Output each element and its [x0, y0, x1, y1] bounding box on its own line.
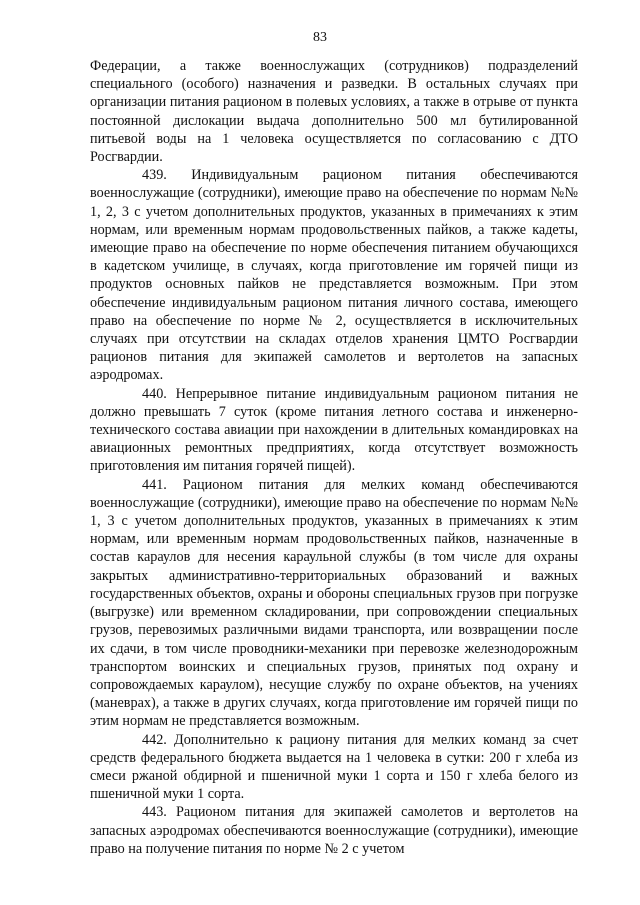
- paragraph-442: 442. Дополнительно к рациону питания для мелких команд за счет средств федерального бюджета выдается на 1 человека в сутки: 200 г хлеба из смеси ржаной обдирной и пшеничной муки 1 сорта и 150 г хлеба белого из пшеничной муки 1 сорта.: [90, 731, 578, 803]
- paragraph-441: 441. Рационом питания для мелких команд обеспечиваются военнослужащие (сотрудники), имеющие право на обеспечение по нормам №№ 1, 3 с учетом дополнительных продуктов, указанных в примечаниях к этим нормам, или временным нормам продовольственных пайков, назначенные в состав караулов для несения караульной службы (в том числе для охраны закрытых административно-территориальных образований и важных государственных объектов, охраны и обороны специальных грузов при погрузке (выгрузке) или временном складировании, при сопровождении специальных грузов, перевозимых различными видами транспорта, или возвращении после их сдачи, в том числе проводники-механики при перевозке железнодорожным транспортом воинских и специальных грузов, принятых под охрану и сопровождаемых караулом), несущие службу по охране объектов, на учениях (маневрах), а также в других случаях, когда приготовление им горячей пищи по этим нормам не представляется возможным.: [90, 476, 578, 730]
- paragraph-439: 439. Индивидуальным рационом питания обеспечиваются военнослужащие (сотрудники), имеющие право на обеспечение по нормам №№ 1, 2, 3 с учетом дополнительных продуктов, указанных в примечаниях к этим нормам, или временным нормам продовольственных пайков, а также кадеты, имеющие право на обеспечение по норме обеспечения питанием обучающихся в кадетском училище, в случаях, когда приготовление им горячей пищи из продуктов основных пайков не представляется возможным. При этом обеспечение индивидуальным рационом питания личного состава, имеющего право на обеспечение по норме № 2, осуществляется в исключительных случаях при отсутствии на складах отделов хранения ЦМТО Росгвардии рационов питания для экипажей самолетов и вертолетов на запасных аэродромах.: [90, 167, 578, 384]
- page-number: 83: [313, 30, 327, 45]
- paragraph-443: 443. Рационом питания для экипажей самолетов и вертолетов на запасных аэродромах обеспечиваются военнослужащие (сотрудники), имеющие право на получение питания по норме № 2 с учетом: [90, 804, 578, 857]
- document-body: [90, 57, 578, 858]
- paragraph-440: 440. Непрерывное питание индивидуальным рационом питания не должно превышать 7 суток (кроме питания летного состава и инженерно-технического состава авиации при нахождении в длительных командировках на авиационных ремонтных предприятиях, когда отсутствует возможность приготовления им питания горячей пищей).: [90, 385, 578, 475]
- paragraph-continuation: Федерации, а также военнослужащих (сотрудников) подразделений специального (особого) назначения и разведки. В остальных случаях при организации питания рационом в полевых условиях, а также в отрыве от пункта постоянной дислокации выдача дополнительно 500 мл бутилированной питьевой воды на 1 человека осуществляется по согласованию с ДТО Росгвардии.: [90, 58, 578, 166]
